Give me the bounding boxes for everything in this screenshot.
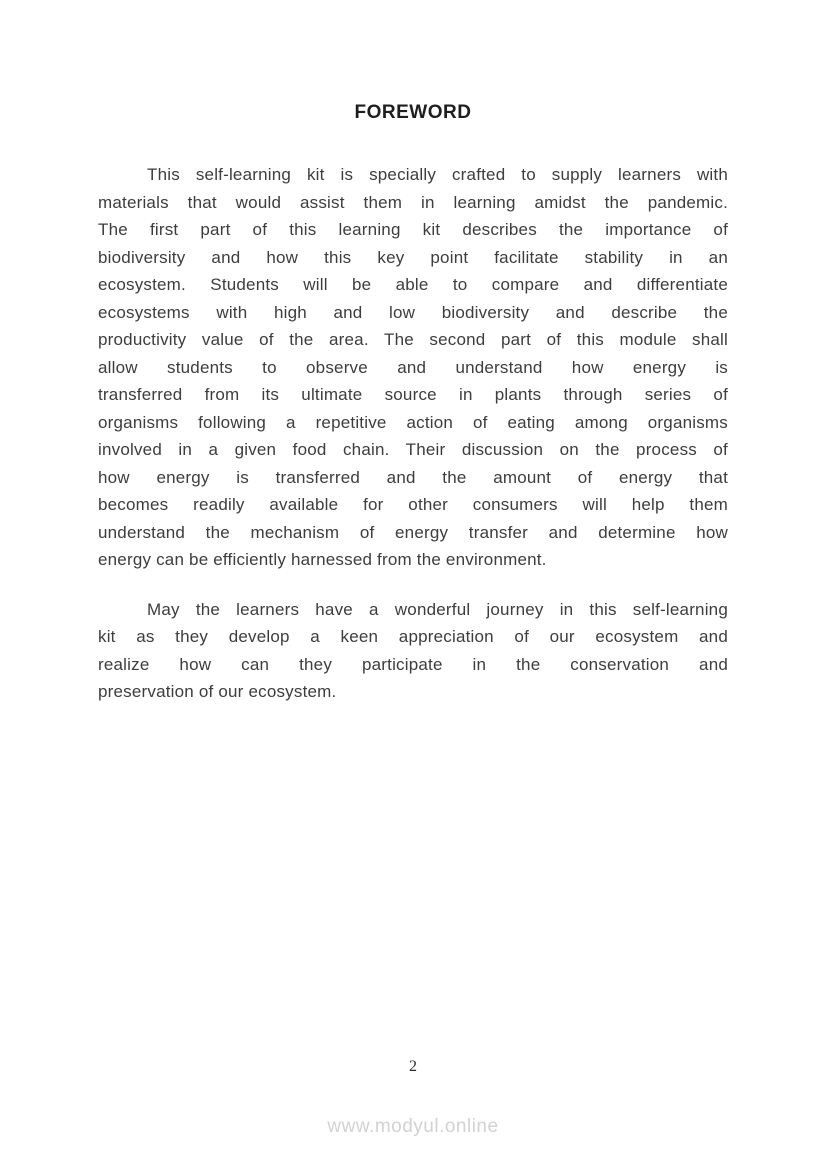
text-line: This self-learning kit is specially crafted to supply learners with	[147, 165, 728, 184]
text-line: May the learners have a wonderful journey in this self-learning	[147, 599, 728, 619]
text-line: realize how can they participate in the conservation and	[98, 654, 728, 674]
text-line: kit as they develop a keen appreciation of our ecosystem and	[98, 627, 728, 646]
text-line: allow students to observe and understand how energy is	[98, 357, 728, 377]
foreword-paragraph-1	[98, 161, 728, 574]
text-line: preservation of our ecosystem.	[98, 682, 337, 701]
text-line: how energy is transferred and the amount of energy that	[98, 467, 728, 487]
text-line: productivity value of the area. The second part of this module shall	[98, 330, 728, 349]
text-line: ecosystems with high and low biodiversity and describe the	[98, 302, 728, 322]
text-line: organisms following a repetitive action of eating among organisms	[98, 412, 728, 432]
page-number: 2	[409, 1058, 417, 1075]
watermark-text: www.modyul.online	[327, 1116, 499, 1137]
foreword-body	[98, 161, 728, 706]
text-line: materials that would assist them in learning amidst the pandemic.	[98, 192, 728, 212]
text-line: transferred from its ultimate source in plants through series of	[98, 385, 728, 404]
text-line: becomes readily available for other consumers will help them	[98, 495, 728, 514]
foreword-paragraph-2	[98, 596, 728, 706]
page-title: FOREWORD	[354, 102, 472, 123]
text-line: energy can be efficiently harnessed from the environment.	[98, 550, 547, 569]
text-line: biodiversity and how this key point facilitate stability in an	[98, 247, 728, 267]
text-line: understand the mechanism of energy transfer and determine how	[98, 522, 728, 542]
text-line: involved in a given food chain. Their discussion on the process of	[98, 440, 728, 459]
text-line: The first part of this learning kit describes the importance of	[98, 220, 728, 239]
text-line: ecosystem. Students will be able to compare and differentiate	[98, 275, 728, 294]
